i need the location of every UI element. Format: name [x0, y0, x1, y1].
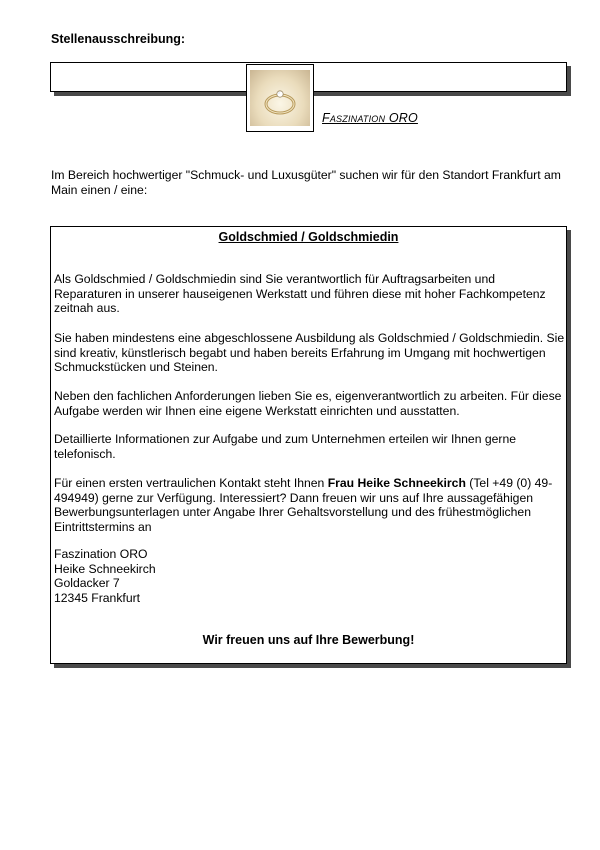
company-name-link[interactable]: Faszination ORO [322, 111, 418, 125]
contact-text-before: Für einen ersten vertraulichen Kontakt steht Ihnen [54, 476, 328, 490]
job-description-box [50, 226, 567, 664]
closing-line: Wir freuen uns auf Ihre Bewerbung! [202, 633, 415, 647]
intro-text: Im Bereich hochwertiger "Schmuck- und Luxusgüter" suchen wir für den Standort Frankfurt am Main einen / eine: [51, 168, 561, 197]
address-city: 12345 Frankfurt [54, 590, 141, 605]
ring-photo-icon [250, 70, 310, 126]
address-person: Heike Schneekirch [54, 561, 156, 576]
paragraph-contact [54, 476, 566, 534]
address-street: Goldacker 7 [54, 576, 120, 591]
address-block [54, 547, 566, 605]
address-company: Faszination ORO [54, 547, 148, 561]
contact-name: Frau Heike Schneekirch [327, 476, 466, 490]
paragraph-independence: Neben den fachlichen Anforderungen lieben Sie es, eigenverantwortlich zu arbeiten. Für diese Aufgabe werden wir Ihnen eine eigene Werkstatt einrichten und ausstatten. [54, 389, 562, 418]
paragraph-information: Detaillierte Informationen zur Aufgabe und zum Unternehmen erteilen wir Ihnen gerne telefonisch. [54, 432, 517, 461]
paragraph-responsibilities: Als Goldschmied / Goldschmiedin sind Sie verantwortlich für Auftragsarbeiten und Reparaturen in unserer hauseigenen Werkstatt und führen diese mit hoher Fachkompetenz zeitnah aus. [54, 272, 546, 316]
logo-frame [246, 64, 314, 132]
paragraph-qualifications: Sie haben mindestens eine abgeschlossene Ausbildung als Goldschmied / Goldschmiedin. Sie sind kreativ, künstlerisch begabt und haben bereits Erfahrung im Umgang mit hochwertigen Schmuckstücken und Steinen. [54, 331, 565, 375]
document-heading: Stellenausschreibung: [51, 32, 186, 46]
contact-text-after: (Tel +49 (0) 49-494949) gerne zur Verfügung. Interessiert? Dann freuen wir uns auf Ihre aussagefähigen Bewerbungsunterlagen unter Angabe Ihrer Gehaltsvorstellung und des frühestmöglichen Eintrittstermins an [54, 476, 553, 534]
job-title: Goldschmied / Goldschmiedin [218, 230, 399, 244]
